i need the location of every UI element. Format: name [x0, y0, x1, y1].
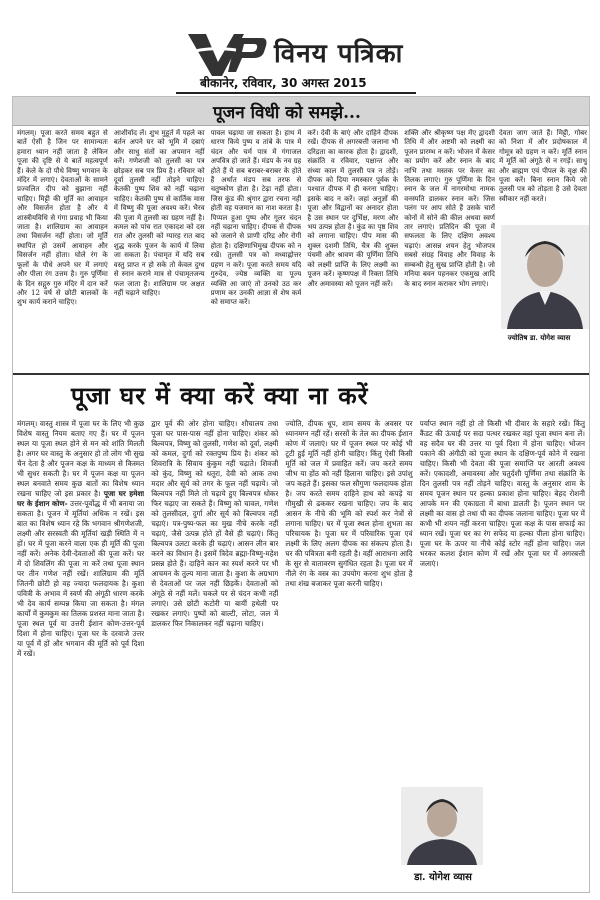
newspaper-title: विनय पत्रिका: [274, 39, 404, 69]
article2-column: [17, 419, 144, 889]
article2-column: ज्योति, दीपक धूप, शाम समय के अवसर पर ध्यानमग्न नहीं रहें। सरसों के तेल का दीपक ईशान कोण में जलाएं। घर में पूजन स्थल पर कोई भी टूटी हुई मूर्ति नहीं होनी चाहिए। किंतु ऐसी किसी मूर्ति को जल में प्रवाहित करें। जप करते समय जीभ या होंठ को नहीं हिलाना चाहिए। इसे उपांशु जप कहते हैं। इसका फल सौगुणा फलदायक होता है। जप करते समय दाहिने हाथ को कपड़े या गौमुखी से ढककर रखना चाहिए। जप के बाद आसन के नीचे की भूमि को स्पर्श कर नेत्रों से लगाना चाहिए। घर में पूजा स्थल होना शुभता का परिचायक है। पूजा घर में परिवारिक पूजा एवं लक्ष्मी के लिए अलग दीपक का संकल्प होता है। घर की पवित्रता बनी रहती है। वहीं आराधना आदि के सुर से वातावरण सुगंधित रहता है। पूजा घर में नीले रंग के वस्त्र का उपयोग करना शुभ होता है तथा शंख बजाकर पूजा करनी चाहिए।: [285, 419, 413, 588]
article1-column: आशीर्वाद लें। शुभ मुहूर्त में पहले का बर्तन अपने घर को भूमि में दबाएं और साधु संतों का अपमान नहीं करें। गणेशजी को तुलसी का पत्र छोड़कर सब पत्र प्रिय है। रविवार को दूर्वा तुलसी नहीं तोड़ने चाहिए। केतकी पुष्प शिव को नहीं चढ़ाना चाहिए। केतकी पुष्प से कार्तिक मास में विष्णु की पूजा अवश्य करें। भैरव की पूजा में तुलसी का ग्रहण नहीं है। कमल को पांच रात एकादश को दस रात और तुलसी को ग्यारह रात बाद शुद्ध करके पूजन के कार्य में लिया जा सकता है। पंचामृत में यदि सब वस्तु प्राप्त न हो सके तो केवल दुग्ध से स्नान कराने मात्र से पंचामृतजन्य फल जाता है। शालिग्राम पर अक्षत नहीं चढ़ाने चाहिए।: [113, 129, 205, 297]
article-separator: [13, 373, 589, 375]
article2-intro: मंगलम्। वास्तु शास्त्र में पूजा घर के लिए भी कुछ विशेष वास्तु नियम बताए गए हैं। घर में पूजन स्थल या पूजा स्थल होने से मन को शांति मिलती है। अगर घर वास्तु के अनुसार हो तो लोग भी सुख चैन देता है और पूजन कक्ष के माध्यम से किस्मत भी सुधर सकती है। घर में पूजन कक्ष या पूजन स्थल बनवाते समय कुछ बातों का विशेष ध्यान रखना चाहिए जो इस प्रकार है।: [17, 419, 145, 498]
article1-headline: पूजन विधी को समझे...: [213, 103, 361, 123]
dateline: बीकानेर, रविवार, 30 अगस्त 2015: [200, 76, 367, 90]
article2-body: उत्तर-पूर्वोद्ध में भी बनाया जा सकता है। पूजन में मूर्तियां अधिक न रखें। इस बात का विशेष ध्यान रहे कि भगवान श्रीगणेशजी, लक्ष्मी और सरस्वती की मूर्तियां खड़ी स्थिति में न हों। घर में पूजा करने वाला एक ही मूर्ति की पूजा नहीं करें। अनेक देवी-देवताओं की पूजा करें। घर में दो शिवलिंग की पूजा ना करें तथा पूजा स्थान पर तीन गणेश नहीं रखें। शालिग्राम की मूर्ति जितनी छोटी हो वह ज्यादा फलदायक है। कुशा पवित्री के अभाव में स्वर्ण की अंगूठी धारण करके भी देव कार्य सम्पन्न किया जा सकता है। मंगल कार्यों में कुमकुम का तिलक प्रशस्त माना जाता है। पूजा स्थल पूर्व या उत्तरी ईशान कोण-उत्तर-पूर्व दिशा में होना चाहिए। पूजा घर के दरवाजे उत्तर या पूर्व में हों और भगवान की मूर्ति को पूर्व दिशा में रखें।: [17, 499, 145, 658]
article1-columns: [17, 129, 495, 369]
article2-headline: पूजा घर में क्या करें क्या ना करें: [71, 381, 369, 410]
article1-column: शक्ति और श्रीकृष्ण पक्ष मेंए द्वादशी तिथि में और अष्टमी को लक्ष्मी का पूजन प्रारम्भ न करें। भोजन में केसर का प्रयोग करें और स्नान के बाद नाभि तथा मस्तक पर केसर का तिलक लगाएं। गुरु पूर्णिमा के दिन स्नान के जल में नागरमोथा नामक वनस्पति डालकर स्नान करें। जिस पलंग पर आप सोते हैं उसके चारों कोनों में सोने की कील अथवा स्वर्ण तार लगाएं। प्रतिदिन की पूजा में सफलता के लिए दक्षिण अवश्य चढ़ाएं। आसन्न शयन हेतु भोजपत्र सबसे संग्रह विवाह और विवाह के सम्बन्धी हेतु सुख प्राप्ति होती है। जो मनिया बवन पहनकर एकमुख आदि के बाद स्नान कराकर भोग लगाएं।: [404, 129, 495, 288]
article1-column: मंगलम्। पूजा करते समय बहुत से बातें ऐसी है जिन पर सामान्यतः हमारा ध्यान नहीं जाता है लेकिन पूजा की दृष्टि से ये बातें महत्वपूर्ण हैं। केले के दो पौधे विष्णु भगवान के मंदिर में लगाएं। देवताओं के सामने प्रज्वलित दीप को बुझाना नहीं चाहिए। मिट्टी की मूर्ति का आवाहन और विसर्जन होता है और ये शास्त्रीयविधि से गंगा प्रवाह भी किया जाता है। शालिग्राम का आवाहन तथा विसर्जन नहीं होता। जो मूर्ति स्थापित हो उसमें आवाहन और विसर्जन नहीं होता। घोले रंग के फूलों के पौधे अपने घर में लगाएं और पीला रंग उत्तम है। गुरु पूर्णिमा के दिन सद्गुरु गुरु मंदिर में दान करें और 12 वर्ष से छोटी बालकों के शुभ कार्य कराने चाहिए।: [17, 129, 108, 307]
masthead: [0, 0, 600, 96]
article1-column: पावल चढ़ाया जा सकता है। हाथ में धारण किये पुष्प व तांबे के पात्र में चंदन और चर्म पात्र में गंगाजल अपवित्र हो जाते हैं। मंडप के नव ग्रह होते हैं ये सब बराबर-बराबर के होते हैं अर्थात मंडप सब तरफ से चतुष्कोण होता है। टेढ़ा नहीं होता। जिस कुंड की श्रृंगार द्वारा रचना नहीं होती वह यजमान का नाश करता है। पिप्पल हुआ पुष्प और गूलर चंदन नहीं चढ़ाना चाहिए। दीपक से दीपक को जलाने से प्राणी दरिद्र और रोगी होता है। दक्षिणाभिमुख दीपक को न रखें। तुलसी पत्र को मध्याह्नोत्तर ग्रहण न करें। पूजा करते समय यदि गुरुदेव, ज्येष्ठ व्यक्ति या पूज्य व्यक्ति आ जाएं तो उनको उठ कर प्रणाम कर उनकी आज्ञा से शेष कर्म को समाप्त करें।: [210, 129, 302, 307]
author-photo: [401, 787, 483, 865]
vp-monogram-logo: [186, 30, 268, 78]
article1-headline-bar: [13, 97, 589, 126]
author-photo: [501, 225, 589, 329]
article1-column: करें। देवी के बाएं और दाहिने दीपक रखें। दीपक से अगरबत्ती जलाना भी दरिद्रता का कारक होता है। द्वादशी, संक्रांति व रविवार, पक्षान्त और संध्या काल में तुलसी पत्र न तोड़ें। दीपक को दिया नमस्कार पूर्वक के पश्चात दीपक में ही करना चाहिए। इसके बाद न करें। जहां अनुज्ञों की पूजा और विद्वानों का अनादर होता है उस स्थान पर दुर्भिक्ष, मरण और भय उत्पन्न होता है। कुंड का पृष्ठ शिव को लगाना चाहिए। पीप मास की शुक्ल दशमी तिथि, चैत्र की शुक्ल पंचमी और श्रावण की पूर्णिमा तिथि को लक्ष्मी प्राप्ति के लिए लक्ष्मी का पूजन करें। कृष्णपक्ष में रिक्ता तिथि और अमावस्या को पूजन नहीं करें।: [307, 129, 399, 288]
article2-columns: [17, 419, 585, 889]
article2-subhead: पूजा घर हमेशा घर के ईशान कोण-: [17, 489, 145, 508]
masthead-rule: [176, 92, 416, 94]
article1-column: देवता जाग जाते हैं। मिट्टी, गोबर को निशा में और प्रदोषकाल में गोमूत्र को ग्रहण न करें। मूर्ति स्नान में मूर्ति को अंगूठे से न रगड़ें। साधु और ब्राह्मण एवं पीपल के वृक्ष की पूजा करें। बिना स्नान किये जो तुलसी पत्र को तोड़ता है उसे देवता स्वीकार नहीं करते।: [499, 129, 587, 203]
newspaper-clipping: [12, 96, 590, 893]
article2-column: द्वार पूर्व की ओर होना चाहिए। शौचालय तथा पूजा घर पास-पास नहीं होना चाहिए। शंकर को बिल्वपत्र, विष्णु को तुलसी, गणेश को दूर्वा, लक्ष्मी को कमल, दुर्गा को रक्तपुष्प प्रिय है। शंकर को शिवरात्रि के सिवाय कुंकुम नहीं चढ़ाते। शिवजी को कुंद, विष्णु को धतूरा, देवी को आक तथा मदार और सूर्य को तगर के फूल नहीं चढ़ाये। जो बिल्वपत्र नहीं मिले तो चढ़ाये हुए बिल्वपत्र धोकर फिर चढ़ाए जा सकते हैं। विष्णु को चावल, गणेश को तुलसीदल, दुर्गा और सूर्य को बिल्वपत्र नहीं चढ़ाएं। पत्र-पुष्प-फल का मुख नीचे करके नहीं चढ़ाएं, जैसे उत्पन्न होते हों वैसे ही चढ़ाएं। किंतु बिल्वपत्र उलटा करके ही चढ़ाएं। आसन लीन बार करने का विधान है। इसमें त्रिदेव ब्रह्मा-विष्णु-महेश प्रसन्न होते हैं। दाहिने कान का स्पर्श करने पर भी आचमन के तुल्य माना जाता है। कुशा के अग्रभाग से देवताओं पर जल नहीं छिड़कें। देवताओं को अंगूठे से नहीं मलें। चकले पर से चंदन कभी नहीं लगाएं। उसे छोटी कटोरी या बायीं हथेली पर रखकर लगाएं। पुष्पों को बाल्टी, लोटा, जल में डालकर फिर निकालकर नहीं चढ़ाना चाहिए।: [151, 419, 279, 628]
author-caption: डा. योगेश व्यास: [414, 872, 472, 883]
article2-column: पर्याप्त स्थान नहीं हो तो किसी भी दीवार के सहारे रखें। किंतु कैंडट की ऊंचाई पर सदा पत्थर रखकर वहां पूजा स्थान बना लें। वह सदैव घर की उत्तर या पूर्व दिशा में होना चाहिए। भोजन पकाने की अंगीठी को पूजा स्थान के दक्षिण-पूर्व कोने में रखना चाहिए। किसी भी देवता की पूजा समाप्ति पर आरती अवश्य करें। एकादशी, अमावस्या और चतुर्दशी पूर्णिमा तथा संक्रांति के दिन तुलसी पत्र नहीं तोड़ने चाहिए। वास्तु के अनुसार शाम के समय पूजन स्थान पर हल्का प्रकाश होना चाहिए। बेहद रोशनी आपके मन की एकाग्रता में बाधा डालती है। पूजन स्थान पर लक्ष्मी का वास हो तथा घी का दीपक जलाना चाहिए। पूजा घर में कभी भी शयन नहीं करना चाहिए। पूजा कक्ष के पास सफाई का ध्यान रखें। पूजा घर का रंग सफेद या हल्का पीला होना चाहिए। पूजा घर के ऊपर या नीचे कोई स्टोर नहीं होना चाहिए। जल भरकर कलश ईशान कोण में रखें और पूजा घर में अगरबत्ती जलाएं।: [419, 419, 585, 568]
author-caption: ज्योतिष डा. योगेश व्यास: [507, 333, 571, 342]
